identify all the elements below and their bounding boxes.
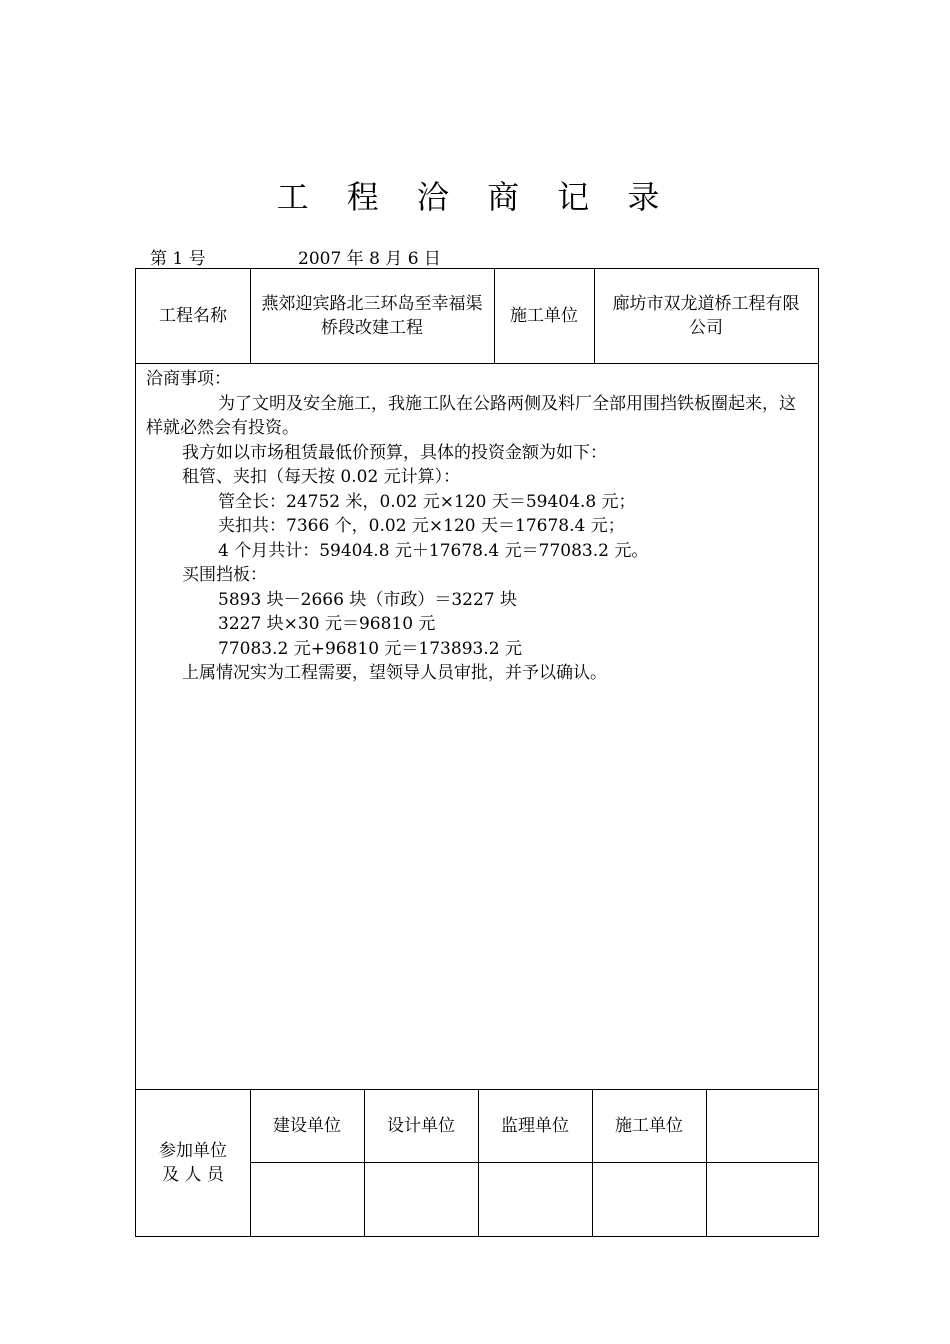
signature-cell-design (364, 1162, 478, 1236)
participant-column-blank (706, 1089, 818, 1162)
signature-cell-blank (706, 1162, 818, 1236)
document-title: 工 程 洽 商 记 录 (276, 178, 674, 216)
contractor-label: 施工单位 (510, 306, 578, 326)
participant-column-supervision: 监理单位 (501, 1115, 569, 1136)
signature-cell-supervision (478, 1162, 592, 1236)
lease-pipe-line: 管全长：24752 米，0.02 元×120 天＝59404.8 元； (218, 491, 636, 512)
divider (136, 363, 818, 364)
buy-heading: 买围挡板： (182, 565, 267, 585)
buy-line-3: 77083.2 元+96810 元＝173893.2 元 (218, 638, 522, 659)
lease-heading: 租管、夹扣（每天按 0.02 元计算）： (182, 467, 461, 487)
closing-line: 上属情况实为工程需要，望领导人员审批，并予以确认。 (182, 663, 607, 683)
document-number: 第 1 号 (150, 249, 206, 269)
buy-line-2: 3227 块×30 元＝96810 元 (218, 614, 436, 634)
buy-line-1: 5893 块－2666 块（市政）＝3227 块 (218, 589, 518, 610)
participant-column-construction: 建设单位 (273, 1115, 341, 1136)
participants-label (136, 1089, 250, 1236)
participants-label-line-1: 参加单位 (159, 1140, 227, 1161)
record-table (135, 268, 819, 1237)
participant-column-design: 设计单位 (387, 1115, 455, 1136)
project-name-label: 工程名称 (159, 306, 227, 326)
contractor-value: 廊坊市双龙道桥工程有限公司 (612, 294, 800, 338)
lease-total-line: 4 个月共计：59404.8 元＋17678.4 元＝77083.2 元。 (218, 540, 649, 561)
signature-cell-contractor (592, 1162, 706, 1236)
paragraph-2: 我方如以市场租赁最低价预算，具体的投资金额为如下： (182, 442, 607, 463)
paragraph-1: 为了文明及安全施工，我施工队在公路两侧及料厂全部用围挡铁板圈起来，这样就必然会有投资。 (146, 393, 796, 438)
project-name-value: 燕郊迎宾路北三环岛至幸福渠桥段改建工程 (261, 294, 483, 338)
signature-cell-construction (250, 1162, 364, 1236)
items-heading: 洽商事项： (146, 369, 231, 389)
document-date: 2007 年 8 月 6 日 (298, 249, 441, 269)
negotiation-items (146, 367, 812, 686)
lease-clamp-line: 夹扣共：7366 个，0.02 元×120 天＝17678.4 元； (218, 516, 625, 536)
participant-column-contractor: 施工单位 (615, 1115, 683, 1136)
participants-label-line-2: 及 人 员 (162, 1164, 224, 1185)
